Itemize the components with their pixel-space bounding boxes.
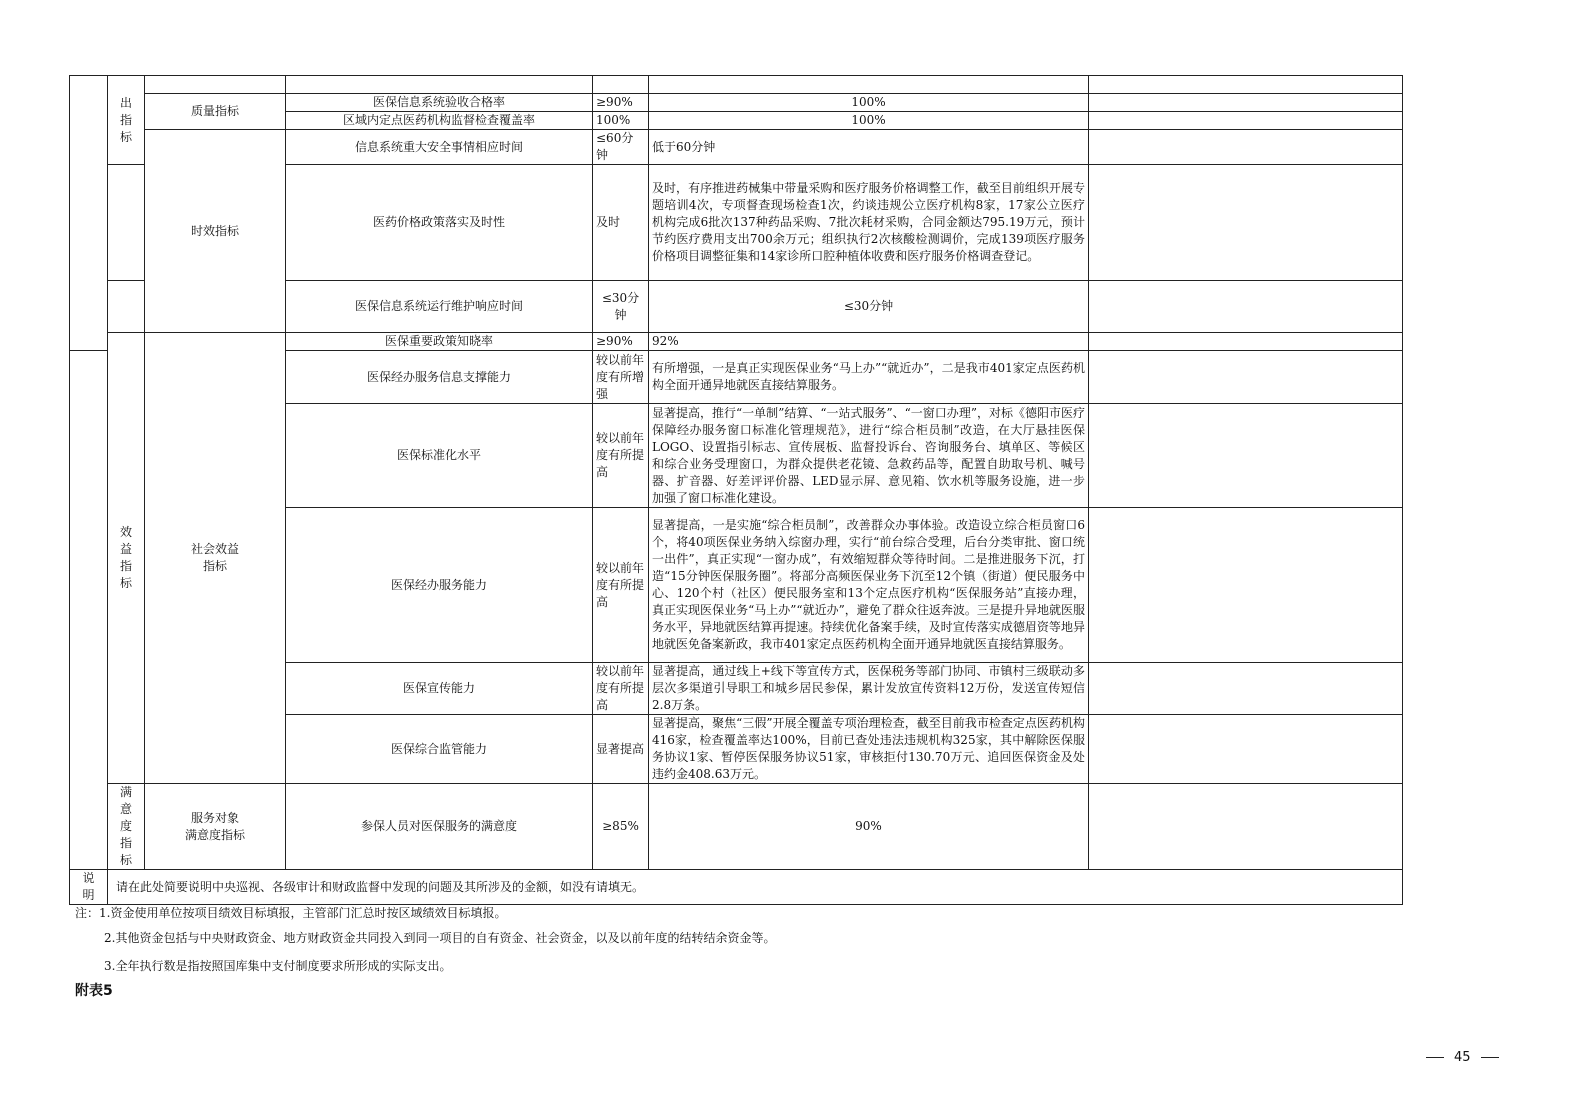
indicator-name: 医保信息系统验收合格率 [286, 94, 593, 112]
actual-value: 低于60分钟 [649, 130, 1089, 165]
target-value: 较以前年度有所提高 [593, 508, 649, 663]
target-value: 显著提高 [593, 715, 649, 784]
target-value: 较以前年度有所增强 [593, 351, 649, 404]
actual-value: 显著提高，通过线上+线下等宣传方式，医保税务等部门协同、市镇村三级联动多层次多渠道引导职工和城乡居民参保，累计发放宣传资料12万份，发送宣传短信2.8万条。 [649, 663, 1089, 715]
output-indicator-label: 出 指 标 [108, 76, 145, 165]
actual-value: 及时，有序推进药械集中带量采购和医疗服务价格调整工作，截至目前组织开展专题培训4次，专项督查现场检查1次，约谈违规公立医疗机构8家，17家公立医疗机构完成6批次137种药品采购、7批次耗材采购，合同金额达795.19万元，预计节约医疗费用支出700余万元；组织执行2次核酸检测调价，完成139项医疗服务价格项目调整征集和14家诊所口腔种植体收费和医疗服务价格调查登记。 [649, 165, 1089, 281]
actual-value: 90% [649, 784, 1089, 870]
actual-value: 显著提高，聚焦“三假”开展全覆盖专项治理检查，截至目前我市检查定点医药机构416家，检查覆盖率达100%，目前已查处违法违规机构325家，其中解除医保服务协议1家、暂停医保服务协议51家，审核拒付130.70万元、追回医保资金及处违约金408.63万元。 [649, 715, 1089, 784]
indicator-name: 医保综合监管能力 [286, 715, 593, 784]
timeliness-indicator-label: 时效指标 [145, 130, 286, 333]
indicator-name: 医保重要政策知晓率 [286, 333, 593, 351]
target-value: 较以前年度有所提高 [593, 663, 649, 715]
indicator-name: 医保经办服务信息支撑能力 [286, 351, 593, 404]
page-number-text: 45 [1454, 1050, 1471, 1065]
indicator-name: 医保标准化水平 [286, 404, 593, 508]
service-object-label: 服务对象 满意度指标 [145, 784, 286, 870]
social-benefit-label: 社会效益 指标 [145, 333, 286, 784]
actual-value: 有所增强，一是真正实现医保业务“马上办”“就近办”，二是我市401家定点医药机构全面开通异地就医直接结算服务。 [649, 351, 1089, 404]
explain-label: 说 明 [70, 870, 108, 905]
actual-value: 显著提高，一是实施“综合柜员制”，改善群众办事体验。改造设立综合柜员窗口6个，将40项医保业务纳入综窗办理，实行“前台综合受理，后台分类审批、窗口统一出件”，真正实现“一窗办成”，有效缩短群众等待时间。二是推进服务下沉，打造“15分钟医保服务圈”。将部分高频医保业务下沉至12个镇（街道）便民服务中心、120个村（社区）便民服务室和13个定点医疗机构“医保服务站”直接办理，真正实现医保业务“马上办”“就近办”，避免了群众往返奔波。三是提升异地就医服务水平，异地就医结算再提速。持续优化备案手续，及时宣传落实成德眉资等地异地就医免备案新政，我市401家定点医药机构全面开通异地就医直接结算服务。 [649, 508, 1089, 663]
indicator-name: 医保经办服务能力 [286, 508, 593, 663]
target-value: 100% [593, 112, 649, 130]
indicator-name: 医保信息系统运行维护响应时间 [286, 281, 593, 333]
appendix-label: 附表5 [75, 983, 113, 999]
note-2: 2.其他资金包括与中央财政资金、地方财政资金共同投入到同一项目的自有资金、社会资金，以及以前年度的结转结余资金等。 [104, 931, 776, 945]
target-value: ≥90% [593, 333, 649, 351]
indicator-name: 信息系统重大安全事情相应时间 [286, 130, 593, 165]
target-value: ≤30分钟 [593, 281, 649, 333]
indicator-name: 参保人员对医保服务的满意度 [286, 784, 593, 870]
satisfaction-indicator-label: 满 意 度 指 标 [108, 784, 145, 870]
target-value: 较以前年度有所提高 [593, 404, 649, 508]
target-value: ≥85% [593, 784, 649, 870]
level1-output-cell [70, 76, 108, 351]
indicator-name: 区域内定点医药机构监督检查覆盖率 [286, 112, 593, 130]
actual-value: 显著提高，推行“一单制”结算、“一站式服务”、“一窗口办理”，对标《德阳市医疗保障经办服务窗口标准化管理规范》，进行“综合柜员制”改造，在大厅悬挂医保LOGO、设置指引标志、宣传展板、监督投诉台、咨询服务台、填单区、等候区和综合业务受理窗口，为群众提供老花镜、急救药品等，配置自助取号机、喊号器、扩音器、好差评评价器、LED显示屏、意见箱、饮水机等服务设施，进一步加强了窗口标准化建设。 [649, 404, 1089, 508]
actual-value: 100% [649, 94, 1089, 112]
target-value: ≥90% [593, 94, 649, 112]
target-value: 及时 [593, 165, 649, 281]
page-number [1426, 1050, 1499, 1065]
actual-value: ≤30分钟 [649, 281, 1089, 333]
dash-right [1481, 1057, 1499, 1058]
quality-indicator-label: 质量指标 [145, 94, 286, 130]
note-1: 注：1.资金使用单位按项目绩效目标填报，主管部门汇总时按区域绩效目标填报。 [75, 906, 507, 920]
target-value: ≤60分钟 [593, 130, 649, 165]
actual-value: 100% [649, 112, 1089, 130]
note-3: 3.全年执行数是指按照国库集中支付制度要求所形成的实际支出。 [104, 959, 452, 973]
explain-text: 请在此处简要说明中央巡视、各级审计和财政监督中发现的问题及其所涉及的金额，如没有请填无。 [108, 870, 1403, 905]
dash-left [1426, 1057, 1444, 1058]
benefit-indicator-label: 效 益 指 标 [108, 333, 145, 784]
actual-value: 92% [649, 333, 1089, 351]
indicator-name: 医药价格政策落实及时性 [286, 165, 593, 281]
performance-table [69, 75, 1403, 905]
indicator-name: 医保宣传能力 [286, 663, 593, 715]
